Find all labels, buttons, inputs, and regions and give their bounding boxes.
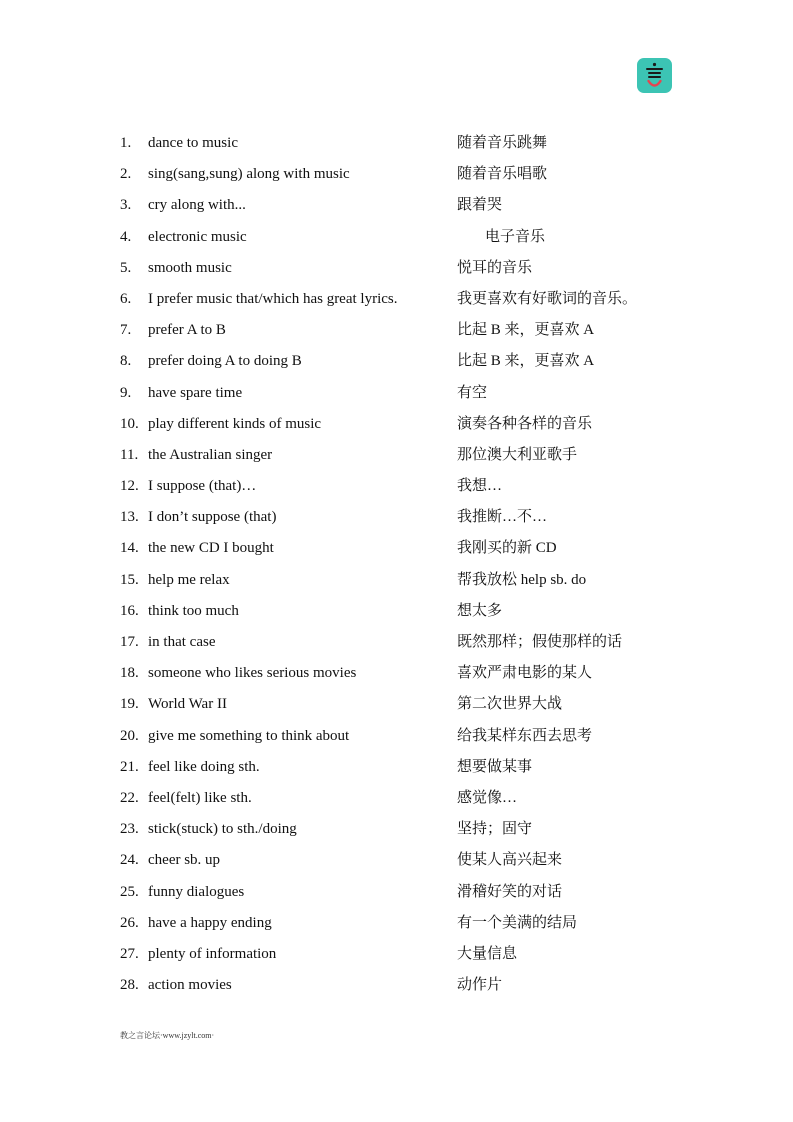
phrase-row xyxy=(0,783,793,814)
phrase-english: sing(sang,sung) along with music xyxy=(148,166,350,183)
phrase-number: 6. xyxy=(120,290,132,307)
phrase-row xyxy=(0,752,793,783)
phrase-row xyxy=(0,409,793,440)
phrase-english: I don’t suppose (that) xyxy=(148,509,277,526)
phrase-number: 4. xyxy=(120,228,132,245)
phrase-english: smooth music xyxy=(148,259,232,276)
phrase-number: 2. xyxy=(120,166,132,183)
phrase-number: 7. xyxy=(120,322,132,339)
phrase-english: the new CD I bought xyxy=(148,540,274,557)
phrase-number: 16. xyxy=(120,602,139,619)
phrase-row xyxy=(0,689,793,720)
phrase-english: play different kinds of music xyxy=(148,415,322,432)
footer-text: 教之言论坛·www.jzylt.com· xyxy=(120,1031,215,1040)
phrase-row xyxy=(0,440,793,471)
phrase-english: funny dialogues xyxy=(148,883,245,900)
phrase-row xyxy=(0,471,793,502)
phrase-row xyxy=(0,627,793,658)
phrase-chinese: 想要做某事 xyxy=(457,758,533,775)
phrase-chinese: 给我某样东西去思考 xyxy=(457,727,593,744)
phrase-row xyxy=(0,502,793,533)
phrase-number: 19. xyxy=(120,696,139,713)
phrase-row xyxy=(0,128,793,159)
phrase-row xyxy=(0,190,793,221)
phrase-list xyxy=(0,128,793,1001)
phrase-chinese: 比起 B 来，更喜欢 A xyxy=(457,322,595,339)
phrase-chinese: 第二次世界大战 xyxy=(457,696,563,713)
phrase-number: 26. xyxy=(120,914,139,931)
phrase-number: 3. xyxy=(120,197,132,214)
phrase-row xyxy=(0,378,793,409)
phrase-number: 9. xyxy=(120,384,132,401)
brand-logo-icon xyxy=(637,58,672,93)
phrase-english: the Australian singer xyxy=(148,446,273,463)
phrase-number: 25. xyxy=(120,883,139,900)
phrase-chinese: 随着音乐唱歌 xyxy=(457,166,548,183)
phrase-row xyxy=(0,939,793,970)
phrase-english: World War II xyxy=(148,696,227,713)
phrase-english: I suppose (that)… xyxy=(148,478,257,495)
phrase-chinese: 我更喜欢有好歌词的音乐。 xyxy=(457,290,638,307)
phrase-number: 11. xyxy=(120,446,139,463)
phrase-chinese: 喜欢严肃电影的某人 xyxy=(457,665,593,682)
phrase-english: someone who likes serious movies xyxy=(148,665,357,682)
phrase-row xyxy=(0,315,793,346)
phrase-chinese: 我刚买的新 CD xyxy=(457,540,557,557)
phrase-english: prefer doing A to doing B xyxy=(148,353,302,370)
phrase-chinese: 坚持；固守 xyxy=(457,821,533,838)
phrase-number: 15. xyxy=(120,571,139,588)
phrase-chinese: 既然那样；假使那样的话 xyxy=(457,634,623,650)
phrase-english: plenty of information xyxy=(148,945,277,962)
phrase-number: 21. xyxy=(120,758,139,775)
phrase-row xyxy=(0,970,793,1001)
phrase-english: in that case xyxy=(148,634,216,650)
phrase-number: 20. xyxy=(120,727,139,744)
phrase-chinese: 我想… xyxy=(457,478,503,495)
phrase-number: 23. xyxy=(120,821,139,838)
phrase-number: 1. xyxy=(120,135,132,151)
phrase-english: feel like doing sth. xyxy=(148,758,260,775)
phrase-row xyxy=(0,845,793,876)
phrase-number: 14. xyxy=(120,540,139,557)
phrase-chinese: 想太多 xyxy=(457,602,503,619)
phrase-row xyxy=(0,284,793,315)
phrase-english: action movies xyxy=(148,977,232,994)
phrase-english: electronic music xyxy=(148,228,247,245)
phrase-english: dance to music xyxy=(148,135,238,151)
phrase-row xyxy=(0,814,793,845)
phrase-chinese: 电子音乐 xyxy=(485,228,546,245)
phrase-number: 5. xyxy=(120,259,132,276)
phrase-row xyxy=(0,596,793,627)
phrase-number: 22. xyxy=(120,789,139,806)
phrase-chinese: 动作片 xyxy=(457,977,503,994)
phrase-english: prefer A to B xyxy=(148,322,226,339)
phrase-english: I prefer music that/which has great lyrics. xyxy=(148,290,398,307)
phrase-chinese: 演奏各种各样的音乐 xyxy=(457,415,593,432)
phrase-row xyxy=(0,222,793,253)
phrase-english: give me something to think about xyxy=(148,727,350,744)
phrase-row xyxy=(0,159,793,190)
phrase-number: 18. xyxy=(120,665,139,682)
phrase-english: cheer sb. up xyxy=(148,852,221,869)
phrase-row xyxy=(0,533,793,564)
phrase-english: have a happy ending xyxy=(148,914,272,931)
phrase-english: stick(stuck) to sth./doing xyxy=(148,821,297,838)
phrase-row xyxy=(0,877,793,908)
phrase-chinese: 悦耳的音乐 xyxy=(457,259,533,276)
phrase-chinese: 随着音乐跳舞 xyxy=(457,135,548,151)
phrase-english: feel(felt) like sth. xyxy=(148,789,252,806)
phrase-english: think too much xyxy=(148,602,239,619)
phrase-row xyxy=(0,346,793,377)
phrase-chinese: 我推断…不… xyxy=(457,509,548,526)
phrase-chinese: 感觉像… xyxy=(457,789,518,806)
phrase-chinese: 滑稽好笑的对话 xyxy=(457,883,563,900)
phrase-chinese: 比起 B 来，更喜欢 A xyxy=(457,353,595,370)
phrase-english: cry along with... xyxy=(148,197,246,214)
logo-glyph xyxy=(637,58,672,93)
phrase-row xyxy=(0,253,793,284)
phrase-chinese: 跟着哭 xyxy=(457,197,503,214)
phrase-english: help me relax xyxy=(148,571,230,588)
phrase-number: 28. xyxy=(120,977,139,994)
phrase-chinese: 大量信息 xyxy=(457,945,518,962)
phrase-english: have spare time xyxy=(148,384,243,401)
phrase-row xyxy=(0,658,793,689)
phrase-number: 13. xyxy=(120,509,139,526)
phrase-number: 27. xyxy=(120,945,139,962)
phrase-chinese: 有一个美满的结局 xyxy=(457,914,578,931)
phrase-row xyxy=(0,565,793,596)
phrase-row xyxy=(0,908,793,939)
phrase-chinese: 帮我放松 help sb. do xyxy=(457,571,587,588)
phrase-chinese: 那位澳大利亚歌手 xyxy=(457,446,578,463)
phrase-number: 12. xyxy=(120,478,139,495)
phrase-chinese: 使某人高兴起来 xyxy=(457,852,563,869)
phrase-row xyxy=(0,721,793,752)
phrase-number: 10. xyxy=(120,415,139,432)
phrase-number: 8. xyxy=(120,353,132,370)
phrase-number: 24. xyxy=(120,852,139,869)
phrase-chinese: 有空 xyxy=(457,384,488,401)
phrase-number: 17. xyxy=(120,634,139,650)
